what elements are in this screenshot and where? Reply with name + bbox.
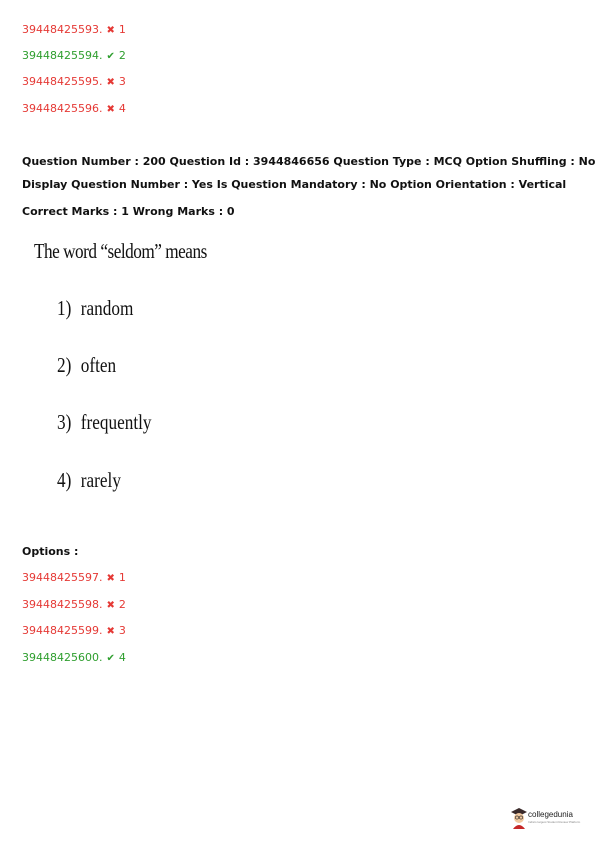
question-text: The word “seldom” means bbox=[34, 239, 207, 263]
choice-text: random bbox=[80, 296, 134, 320]
option-id: 39448425597. bbox=[22, 571, 103, 584]
logo-brand-text: collegedunia bbox=[528, 810, 573, 819]
student-mascot-icon bbox=[510, 806, 528, 830]
logo-tagline: India's largest Student Review Platform bbox=[528, 820, 581, 824]
choice-1 bbox=[57, 296, 133, 321]
option-label: 3 bbox=[118, 624, 126, 637]
cross-icon: ✖ bbox=[106, 104, 115, 115]
choice-number: 4) bbox=[57, 468, 72, 492]
option-id: 39448425600. bbox=[22, 651, 103, 664]
previous-option-4 bbox=[22, 102, 126, 117]
option-label: 2 bbox=[118, 598, 126, 611]
options-heading: Options : bbox=[22, 545, 79, 558]
option-id: 39448425594. bbox=[22, 49, 103, 62]
choice-3 bbox=[57, 410, 152, 435]
choice-4 bbox=[57, 468, 121, 493]
cross-icon: ✖ bbox=[106, 77, 115, 88]
option-label: 1 bbox=[118, 571, 126, 584]
option-id: 39448425595. bbox=[22, 75, 103, 88]
option-3 bbox=[22, 624, 126, 639]
choice-text: rarely bbox=[80, 468, 121, 492]
choice-number: 1) bbox=[57, 296, 72, 320]
option-2 bbox=[22, 598, 126, 613]
choice-number: 2) bbox=[57, 353, 72, 377]
option-label: 3 bbox=[118, 75, 126, 88]
option-id: 39448425598. bbox=[22, 598, 103, 611]
previous-option-1 bbox=[22, 23, 126, 38]
option-label: 2 bbox=[118, 49, 126, 62]
cross-icon: ✖ bbox=[106, 626, 115, 637]
choice-number: 3) bbox=[57, 410, 72, 434]
cross-icon: ✖ bbox=[106, 600, 115, 611]
previous-option-2 bbox=[22, 49, 126, 64]
option-label: 1 bbox=[118, 23, 126, 36]
question-meta-line-2: Display Question Number : Yes Is Question Mandatory : No Option Orientation : Vertical bbox=[22, 178, 567, 191]
collegedunia-logo bbox=[510, 805, 592, 831]
question-meta-line-3: Correct Marks : 1 Wrong Marks : 0 bbox=[22, 205, 235, 218]
choice-text: frequently bbox=[80, 410, 152, 434]
check-icon: ✔ bbox=[106, 653, 115, 664]
option-label: 4 bbox=[118, 102, 126, 115]
question-meta-line-1: Question Number : 200 Question Id : 3944846656 Question Type : MCQ Option Shuffling : No bbox=[22, 155, 595, 168]
option-id: 39448425596. bbox=[22, 102, 103, 115]
choice-text: often bbox=[80, 353, 117, 377]
cross-icon: ✖ bbox=[106, 573, 115, 584]
option-1 bbox=[22, 571, 126, 586]
option-4 bbox=[22, 651, 126, 666]
choice-2 bbox=[57, 353, 116, 378]
option-id: 39448425599. bbox=[22, 624, 103, 637]
option-id: 39448425593. bbox=[22, 23, 103, 36]
check-icon: ✔ bbox=[106, 51, 115, 62]
cross-icon: ✖ bbox=[106, 25, 115, 36]
previous-option-3 bbox=[22, 75, 126, 90]
option-label: 4 bbox=[118, 651, 126, 664]
